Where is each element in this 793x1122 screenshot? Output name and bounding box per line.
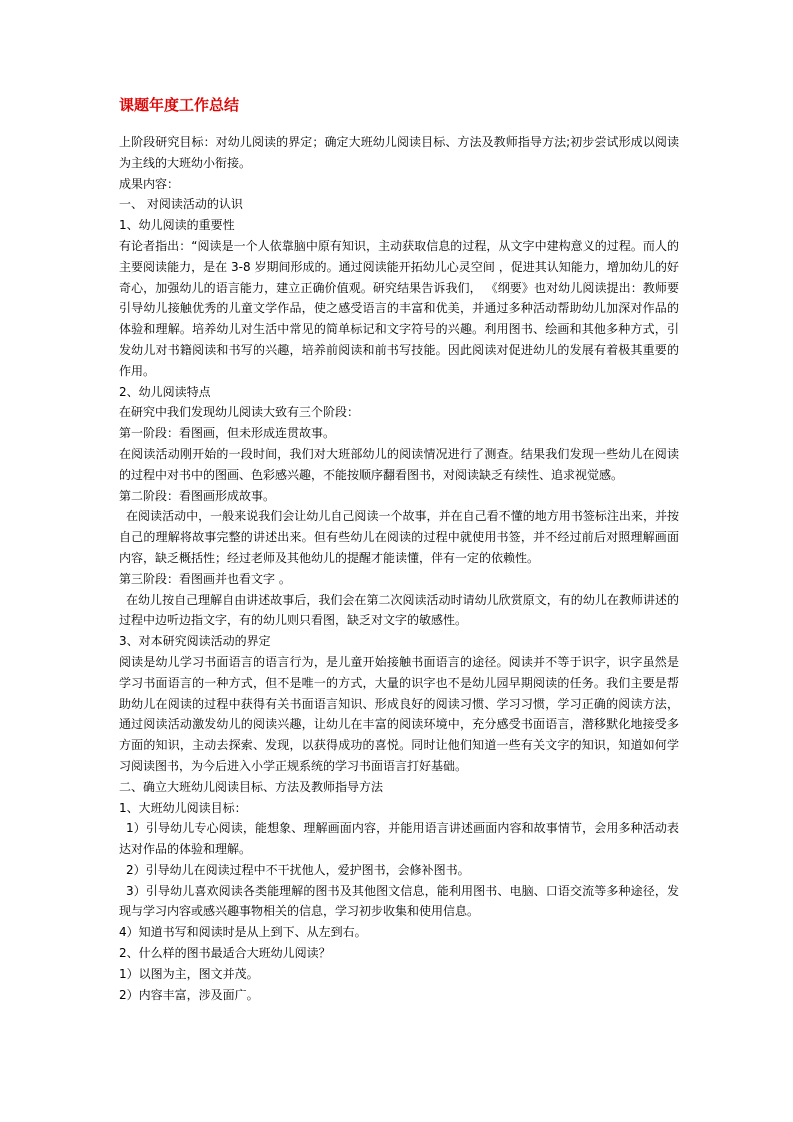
paragraph: 上阶段研究目标：对幼儿阅读的界定；确定大班幼儿阅读目标、方法及教师指导方法;初步尝试形成以阅读为主线的大班幼小衔接。 (119, 135, 679, 170)
paragraph: 阅读是幼儿学习书面语言的语言行为，是儿童开始接触书面语言的途径。阅读并不等于识字，识字虽然是学习书面语言的一种方式，但不是唯一的方式，大量的识字也不是幼儿园早期阅读的任务。我们主要是帮助幼儿在阅读的过程中获得有关书面语言知识、形成良好的阅读习惯、学习习惯，学习正确的阅读方法，通过阅读活动激发幼儿的阅读兴趣，让幼儿在丰富的阅读环境中，充分感受书面语言，潜移默化地接受多方面的知识，主动去探索、发现，以获得成功的喜悦。同时让他们知道一些有关文字的知识，知道如何学习阅读图书，为今后进入小学正规系统的学习书面语言打好基础。 (119, 654, 679, 773)
paragraph: 3）引导幼儿喜欢阅读各类能理解的图书及其他图文信息，能利用图书、电脑、口语交流等多种途径，发现与学习内容或感兴趣事物相关的信息，学习初步收集和使用信息。 (119, 883, 679, 919)
paragraph: 在阅读活动刚开始的一段时间，我们对大班部幼儿的阅读情况进行了测查。结果我们发现一些幼儿在阅读的过程中对书中的图画、色彩感兴趣，不能按顺序翻看图书，对阅读缺乏有续性、追求视觉感。 (119, 446, 679, 482)
paragraph: 2）引导幼儿在阅读过程中不干扰他人，爱护图书，会修补图书。 (126, 862, 470, 877)
paragraph: 1）引导幼儿专心阅读，能想象、理解画面内容，并能用语言讲述画面内容和故事情节，会用多种活动表达对作品的体验和理解。 (119, 821, 679, 857)
paragraph: 在阅读活动中，一般来说我们会让幼儿自己阅读一个故事，并在自己看不懂的地方用书签标注出来，并按自己的理解将故事完整的讲述出来。但有些幼儿在阅读的过程中就使用书签，并不经过前后对照理解画面内容，缺乏概括性；经过老师及其他幼儿的提醒才能读懂，伴有一定的依赖性。 (119, 509, 679, 565)
paragraph: 一、 对阅读活动的认识 (119, 197, 243, 212)
document-title: 课题年度工作总结 (119, 96, 240, 114)
paragraph: 成果内容： (119, 176, 180, 191)
paragraph: 3、对本研究阅读活动的界定 (119, 634, 271, 649)
paragraph: 4）知道书写和阅读时是从上到下、从左到右。 (119, 925, 367, 940)
paragraph: 1、幼儿阅读的重要性 (119, 218, 235, 233)
paragraph: 第二阶段：看图画形成故事。 (119, 488, 276, 503)
paragraph: 2、什么样的图书最适合大班幼儿阅读？ (119, 946, 331, 961)
paragraph: 2）内容丰富，涉及面广。 (119, 987, 259, 1002)
paragraph: 1、大班幼儿阅读目标： (119, 800, 247, 815)
paragraph: 2、幼儿阅读特点 (119, 384, 211, 399)
paragraph: 有论者指出：“阅读是一个人依靠脑中原有知识，主动获取信息的过程，从文字中建构意义的过程。而人的主要阅读能力，是在 3-8 岁期间形成的。通过阅读能开拓幼儿心灵空间 ，促进其认知能力，增加幼儿的好奇心，加强幼儿的语言能力，建立正确价值观。研究结果告诉我们， 《纲要》也对幼儿阅读提出：教师要引导幼儿接触优秀的儿童文学作品，使之感受语言的丰富和优美，并通过多种活动帮助幼儿加深对作品的体验和理解。培养幼儿对生活中常见的简单标记和文字符号的兴趣。利用图书、绘画和其他多种方式，引发幼儿对书籍阅读和书写的兴趣，培养前阅读和前书写技能。因此阅读对促进幼儿的发展有着极其重要的作用。 (119, 238, 679, 378)
paragraph: 1）以图为主，图文并茂。 (119, 966, 259, 981)
paragraph: 第三阶段：看图画并也看文字 。 (119, 571, 291, 586)
paragraph: 在研究中我们发现幼儿阅读大致有三个阶段： (119, 405, 360, 420)
paragraph: 第一阶段：看图画，但未形成连贯故事。 (119, 426, 336, 441)
document-body (119, 132, 679, 1005)
document-page (119, 95, 679, 1005)
paragraph: 二、确立大班幼儿阅读目标、方法及教师指导方法 (119, 779, 384, 794)
paragraph: 在幼儿按自己理解自由讲述故事后，我们会在第二次阅读活动时请幼儿欣赏原文，有的幼儿在教师讲述的过程中边听边指文字，有的幼儿则只看图，缺乏对文字的敏感性。 (119, 592, 679, 628)
